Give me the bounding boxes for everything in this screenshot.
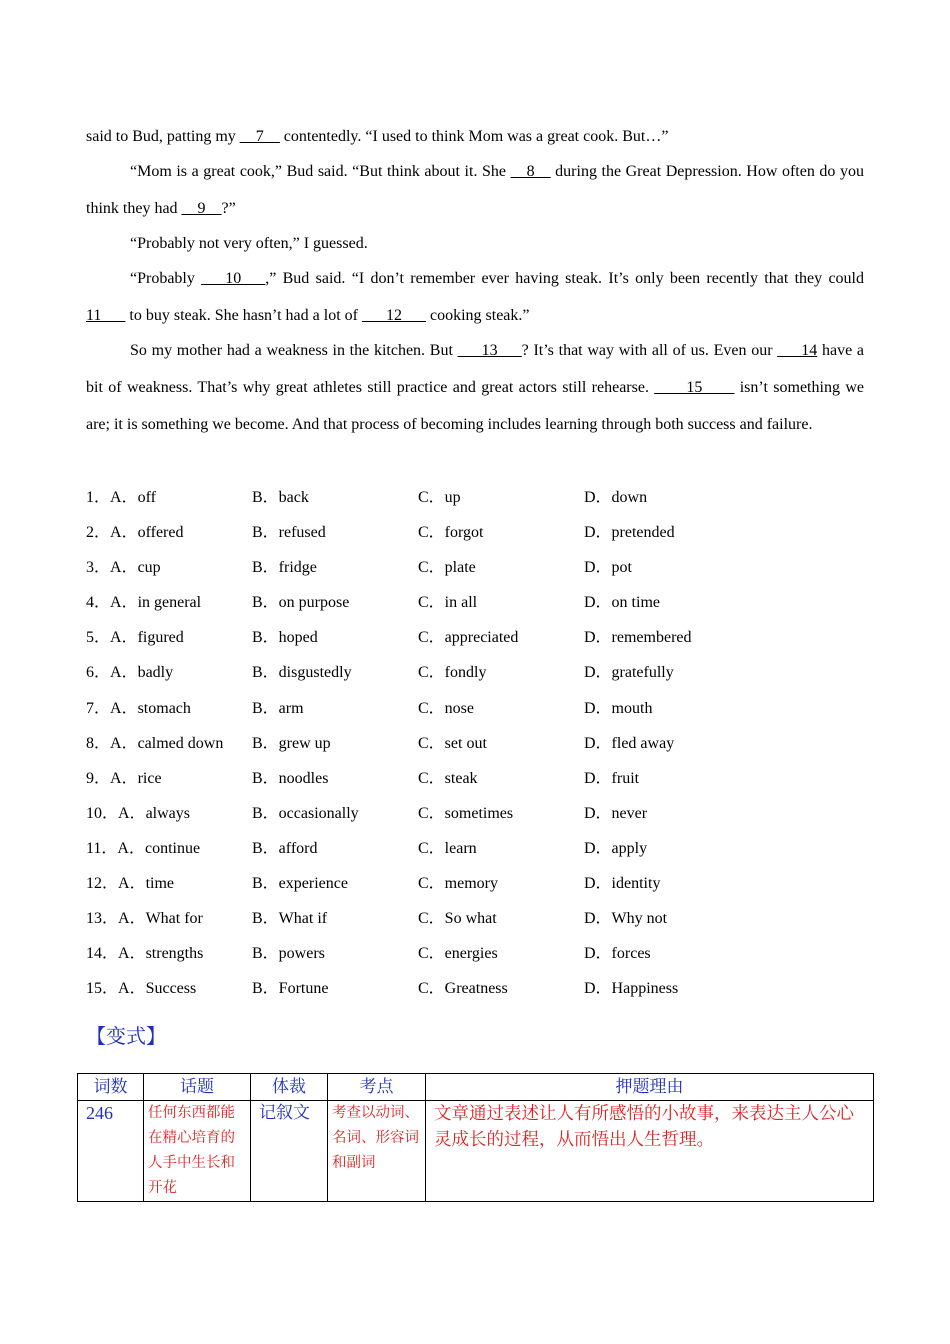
blank-12: ___12___ xyxy=(361,307,426,324)
option-d: D．identity xyxy=(584,875,661,893)
text: have a bit of weakness. That’s why great athletes still practice and great actors still rehearse. xyxy=(86,342,865,396)
option-d: D．apply xyxy=(584,839,648,857)
option-c: C．energies xyxy=(418,945,498,963)
question-row xyxy=(86,726,866,761)
text: “Probably not very often,” I guessed. xyxy=(130,235,368,252)
option-a: 8．A．calmed down xyxy=(86,734,224,752)
option-d: D．never xyxy=(584,804,648,822)
text: cooking steak.” xyxy=(425,307,530,324)
options-list xyxy=(86,480,866,1006)
text: during the Great Depression. How often do you think they had xyxy=(86,163,864,217)
text: So my mother had a weakness in the kitchen. But xyxy=(130,342,458,359)
option-a: 2．A．offered xyxy=(86,524,184,542)
option-b: B．arm xyxy=(252,699,304,717)
option-a: 4．A．in general xyxy=(86,594,202,612)
text: contentedly. “I used to think Mom was a great cook. But…” xyxy=(279,128,669,145)
question-number: 2． xyxy=(86,524,111,542)
option-d: D．mouth xyxy=(584,699,653,717)
section-heading: 【变式】 xyxy=(86,1024,166,1048)
question-row xyxy=(86,620,866,655)
option-d: D．fled away xyxy=(584,734,675,752)
option-c: C．up xyxy=(418,489,461,506)
question-number: 5． xyxy=(86,629,111,647)
cell-test-points: 考查以动词、名词、形容词和副词 xyxy=(328,1101,426,1202)
blank-8: __8__ xyxy=(510,163,551,180)
option-c: C．in all xyxy=(418,594,478,612)
option-a: 3．A．cup xyxy=(86,559,161,577)
option-b: B．occasionally xyxy=(252,804,359,822)
blank-10: ___10___ xyxy=(201,270,266,287)
question-row xyxy=(86,971,866,1006)
passage-paragraph-3 xyxy=(86,225,864,262)
text: ?” xyxy=(221,200,236,217)
cell-reason: 文章通过表述让人有所感悟的小故事，来表达主人公心灵成长的过程，从而悟出人生哲理。 xyxy=(426,1101,874,1202)
cell-topic: 任何东西都能在精心培育的人手中生长和开花 xyxy=(144,1101,251,1202)
option-d: D．gratefully xyxy=(584,664,674,682)
option-b: B．experience xyxy=(252,875,348,893)
option-c: C．nose xyxy=(418,699,475,717)
question-number: 1． xyxy=(86,489,111,506)
cell-genre: 记叙文 xyxy=(251,1101,328,1202)
question-number: 9． xyxy=(86,769,111,787)
option-b: B．hoped xyxy=(252,629,318,647)
option-a: 1．A．off xyxy=(86,489,156,506)
option-a: 13．A．What for xyxy=(86,910,203,928)
option-b: B．Fortune xyxy=(252,980,329,998)
option-b: B．grew up xyxy=(252,734,331,752)
question-number: 8． xyxy=(86,734,111,752)
question-row xyxy=(86,866,866,901)
text: to buy steak. She hasn’t had a lot of xyxy=(125,307,362,324)
option-b: B．on purpose xyxy=(252,594,350,612)
blank-13: ___13___ xyxy=(457,342,522,359)
text: “Probably xyxy=(130,270,202,287)
question-row xyxy=(86,831,866,866)
text: isn’t something we are; it is something we become. And that process of becoming includes learning through both success and failure. xyxy=(86,379,864,433)
header-words: 词数 xyxy=(78,1074,144,1101)
header-points: 考点 xyxy=(328,1074,426,1101)
option-d: D．fruit xyxy=(584,769,640,787)
option-d: D．pot xyxy=(584,559,633,577)
blank-7: __7__ xyxy=(239,128,280,145)
option-d: D．forces xyxy=(584,945,651,963)
blank-9: __9__ xyxy=(181,200,222,217)
option-b: B．refused xyxy=(252,524,326,542)
option-c: C．Greatness xyxy=(418,980,508,998)
question-number: 6． xyxy=(86,664,111,682)
option-d: D．on time xyxy=(584,594,660,612)
question-row xyxy=(86,550,866,585)
option-b: B．What if xyxy=(252,910,328,928)
question-row xyxy=(86,585,866,620)
question-row xyxy=(86,480,866,515)
option-a: 15．A．Success xyxy=(86,980,197,998)
blank-15: ____15____ xyxy=(654,379,735,396)
passage-paragraph-2 xyxy=(86,153,864,227)
option-c: C．memory xyxy=(418,875,498,893)
option-b: B．afford xyxy=(252,839,318,857)
option-a: 6．A．badly xyxy=(86,664,174,682)
option-b: B．noodles xyxy=(252,769,329,787)
question-number: 11． xyxy=(86,839,118,857)
question-number: 12． xyxy=(86,875,119,893)
question-row xyxy=(86,936,866,971)
option-a: 10．A．always xyxy=(86,804,191,822)
option-a: 9．A．rice xyxy=(86,769,162,787)
question-row xyxy=(86,796,866,831)
option-c: C．sometimes xyxy=(418,804,514,822)
passage-paragraph-1 xyxy=(86,118,864,155)
question-number: 14． xyxy=(86,945,119,963)
option-b: B．powers xyxy=(252,945,325,963)
option-c: C．fondly xyxy=(418,664,487,682)
option-a: 7．A．stomach xyxy=(86,699,191,717)
passage-paragraph-5 xyxy=(86,332,864,443)
option-a: 11．A．continue xyxy=(86,839,201,857)
question-row xyxy=(86,761,866,796)
option-a: 14．A．strengths xyxy=(86,945,204,963)
question-row xyxy=(86,691,866,726)
question-number: 13． xyxy=(86,910,119,928)
option-d: D．Why not xyxy=(584,910,668,928)
option-c: C．forgot xyxy=(418,524,484,542)
header-topic: 话题 xyxy=(144,1074,251,1101)
question-number: 7． xyxy=(86,699,111,717)
blank-11: 11___ xyxy=(86,307,126,324)
option-a: 12．A．time xyxy=(86,875,175,893)
option-b: B．back xyxy=(252,489,309,506)
blank-14: ___14 xyxy=(777,342,818,359)
option-d: D．remembered xyxy=(584,629,692,647)
text: ? It’s that way with all of us. Even our xyxy=(521,342,778,359)
option-c: C．So what xyxy=(418,910,497,928)
option-d: D．Happiness xyxy=(584,980,679,998)
info-table xyxy=(77,1073,874,1202)
question-number: 15． xyxy=(86,980,119,998)
passage-paragraph-4 xyxy=(86,260,864,334)
option-b: B．fridge xyxy=(252,559,317,577)
option-d: D．down xyxy=(584,489,648,506)
question-row xyxy=(86,901,866,936)
question-row xyxy=(86,655,866,690)
header-genre: 体裁 xyxy=(251,1074,328,1101)
text: said to Bud, patting my xyxy=(86,128,240,145)
table-header-row xyxy=(78,1074,874,1101)
text: ,” Bud said. “I don’t remember ever having steak. It’s only been recently that they could xyxy=(265,270,865,287)
option-c: C．appreciated xyxy=(418,629,519,647)
text: “Mom is a great cook,” Bud said. “But think about it. She xyxy=(130,163,511,180)
option-c: C．learn xyxy=(418,839,477,857)
question-number: 3． xyxy=(86,559,111,577)
option-c: C．steak xyxy=(418,769,478,787)
option-c: C．plate xyxy=(418,559,476,577)
option-d: D．pretended xyxy=(584,524,675,542)
question-number: 4． xyxy=(86,594,111,612)
header-reason: 押题理由 xyxy=(426,1074,874,1101)
question-row xyxy=(86,515,866,550)
option-b: B．disgustedly xyxy=(252,664,352,682)
cell-word-count: 246 xyxy=(78,1101,144,1202)
option-c: C．set out xyxy=(418,734,487,752)
question-number: 10． xyxy=(86,804,119,822)
option-a: 5．A．figured xyxy=(86,629,184,647)
table-row xyxy=(78,1101,874,1202)
